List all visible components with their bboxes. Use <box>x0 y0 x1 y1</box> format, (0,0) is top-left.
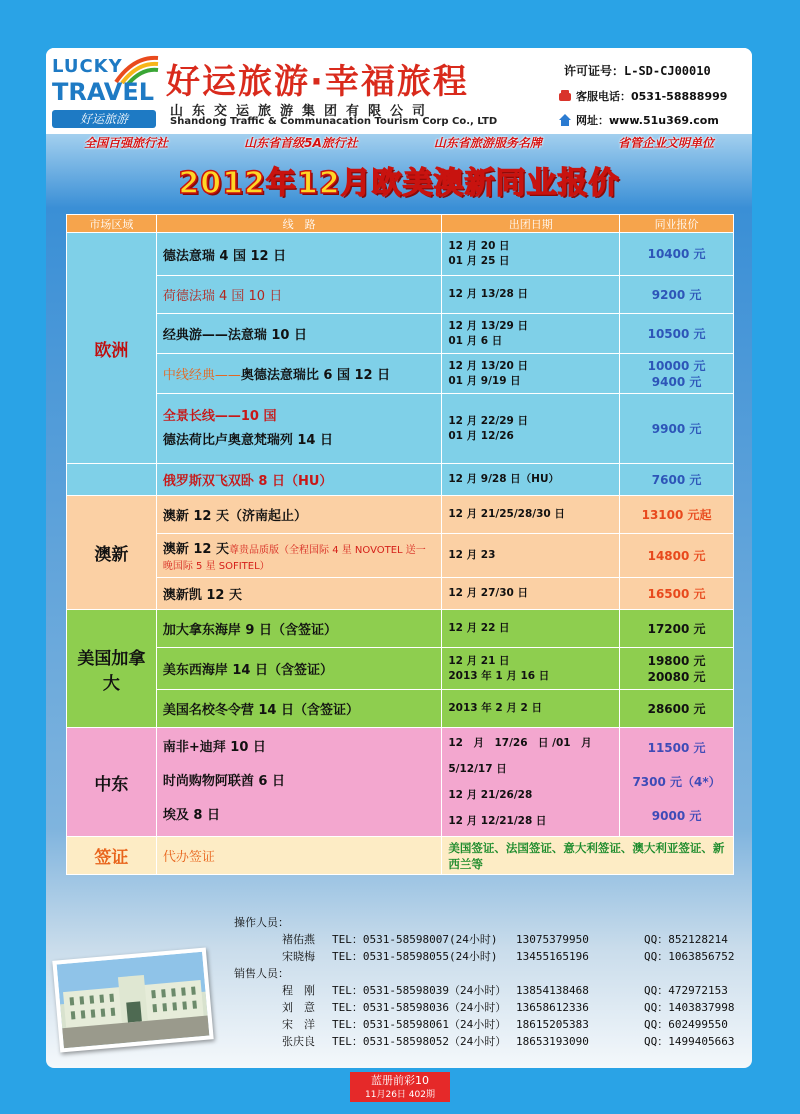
logo-travel: TRAVEL <box>52 78 155 106</box>
route-cell: 加大拿东海岸 9 日（含签证） <box>156 610 441 648</box>
route-cell: 全景长线——10 国 德法荷比卢奥意梵瑞列 14 日 <box>156 394 441 464</box>
price-cell: 11500 元 7300 元（4*） 9000 元 <box>620 728 734 837</box>
table-row <box>67 354 734 394</box>
table-row <box>67 233 734 276</box>
market-empty <box>67 464 157 496</box>
contact-row <box>234 1033 752 1050</box>
date-cell: 12 月 9/28 日（HU） <box>442 464 620 496</box>
route-cell: 俄罗斯双飞双卧 8 日（HU） <box>156 464 441 496</box>
honor-item: 全国百强旅行社 <box>84 136 169 150</box>
table-row <box>67 837 734 875</box>
table-row <box>67 610 734 648</box>
palace-image <box>57 952 210 1048</box>
hotline <box>558 88 727 104</box>
table-row <box>67 276 734 314</box>
phone-icon <box>558 89 572 103</box>
honor-item: 山东省旅游服务名牌 <box>433 136 542 150</box>
company-name-cn: 山东交运旅游集团有限公司 <box>170 104 435 119</box>
honor-item: 山东省首级5A旅行社 <box>244 136 358 150</box>
date-cell: 12 月 13/20 日 01 月 9/19 日 <box>442 354 620 394</box>
hotline-text: 客服电话：0531-58888999 <box>576 90 728 103</box>
route-cell: 澳新 12 天（济南起止） <box>156 496 441 534</box>
route-cell: 澳新 12 天尊贵品质版（全程国际 4 星 NOVOTEL 送一晚国际 5 星 SOFITEL） <box>156 534 441 578</box>
table-row <box>67 464 734 496</box>
honors-bar <box>46 134 752 154</box>
table-row <box>67 394 734 464</box>
sales-label: 销售人员： <box>234 967 289 980</box>
market-europe: 欧洲 <box>67 233 157 464</box>
date-cell: 12 月 17/26 日 /01 月 5/12/17 日 12 月 21/26/28 12 月 12/21/28 日 <box>442 728 620 837</box>
logo-lucky: LUCKY <box>52 56 123 77</box>
contact-row <box>234 948 752 965</box>
price-cell: 28600 元 <box>620 690 734 728</box>
date-cell: 12 月 21/25/28/30 日 <box>442 496 620 534</box>
price-cell: 17200 元 <box>620 610 734 648</box>
date-cell: 2013 年 2 月 2 日 <box>442 690 620 728</box>
date-cell: 12 月 27/30 日 <box>442 578 620 610</box>
contact-name: 程 刚 <box>282 984 315 997</box>
date-cell: 12 月 20 日 01 月 25 日 <box>442 233 620 276</box>
slogan: 好运旅游·幸福旅程 <box>166 62 469 102</box>
route-cell: 中线经典——奥德法意瑞比 6 国 12 日 <box>156 354 441 394</box>
price-cell: 10000 元 9400 元 <box>620 354 734 394</box>
license-number: 许可证号：L-SD-CJ00010 <box>564 64 711 78</box>
market-mideast: 中东 <box>67 728 157 837</box>
col-header-market: 市场区域 <box>67 215 157 233</box>
contact-qq[interactable]: QQ：1403837998 <box>644 1001 735 1014</box>
contact-qq[interactable]: QQ：472972153 <box>644 984 728 997</box>
route-cell: 美东西海岸 14 日（含签证） <box>156 648 441 690</box>
contact-qq[interactable]: QQ：852128214 <box>644 933 728 946</box>
col-header-price: 同业报价 <box>620 215 734 233</box>
footer-page-label: 蓝册前彩10 <box>371 1074 429 1087</box>
date-cell: 12 月 22 日 <box>442 610 620 648</box>
contacts-block <box>234 914 752 1050</box>
contact-qq[interactable]: QQ：1499405663 <box>644 1035 735 1048</box>
price-cell: 7600 元 <box>620 464 734 496</box>
banner-title: 2012年12月欧美澳新同业报价 <box>178 166 620 201</box>
contact-mobile[interactable]: 13658612336 <box>516 1001 589 1014</box>
table-row <box>67 690 734 728</box>
contact-row <box>234 931 752 948</box>
price-table <box>66 214 734 875</box>
table-row <box>67 496 734 534</box>
market-usca: 美国加拿大 <box>67 610 157 728</box>
header <box>46 48 752 134</box>
contact-mobile[interactable]: 18653193090 <box>516 1035 589 1048</box>
price-cell: 9900 元 <box>620 394 734 464</box>
contact-name: 宋晓梅 <box>282 950 315 963</box>
route-cell: 美国名校冬令营 14 日（含签证） <box>156 690 441 728</box>
contact-tel[interactable]: TEL：0531-58598039（24小时） <box>332 984 507 997</box>
table-row <box>67 578 734 610</box>
table-row <box>67 648 734 690</box>
home-icon <box>558 113 572 127</box>
route-cell: 代办签证 <box>156 837 441 875</box>
contact-row <box>234 982 752 999</box>
market-aunz: 澳新 <box>67 496 157 610</box>
contact-qq[interactable]: QQ：1063856752 <box>644 950 735 963</box>
company-name-en: Shandong Traffic & Communacation Tourism Corp Co., LTD <box>170 116 498 127</box>
contact-tel[interactable]: TEL：0531-58598007(24小时) <box>332 933 498 946</box>
date-cell: 12 月 13/28 日 <box>442 276 620 314</box>
route-cell: 荷德法瑞 4 国 10 日 <box>156 276 441 314</box>
palace-photo <box>52 947 213 1052</box>
contact-mobile[interactable]: 13455165196 <box>516 950 589 963</box>
footer-issue: 11月26日 402期 <box>365 1090 435 1100</box>
honor-item: 省管企业文明单位 <box>617 136 714 150</box>
contact-mobile[interactable]: 18615205383 <box>516 1018 589 1031</box>
website[interactable] <box>558 112 719 128</box>
table-header-row <box>67 215 734 233</box>
date-cell: 12 月 21 日 2013 年 1 月 16 日 <box>442 648 620 690</box>
flyer-sheet <box>46 48 752 1068</box>
website-text: 网址：www.51u369.com <box>576 114 719 127</box>
contact-row <box>234 999 752 1016</box>
contact-tel[interactable]: TEL：0531-58598052（24小时） <box>332 1035 507 1048</box>
route-cell: 经典游——法意瑞 10 日 <box>156 314 441 354</box>
ops-label: 操作人员： <box>234 916 289 929</box>
price-cell: 19800 元 20080 元 <box>620 648 734 690</box>
contact-qq[interactable]: QQ：602499550 <box>644 1018 728 1031</box>
contact-mobile[interactable]: 13854138468 <box>516 984 589 997</box>
contact-row <box>234 1016 752 1033</box>
price-cell: 13100 元起 <box>620 496 734 534</box>
route-cell: 南非+迪拜 10 日 时尚购物阿联酋 6 日 埃及 8 日 <box>156 728 441 837</box>
page-footer-tag <box>350 1072 450 1102</box>
contact-name: 张庆良 <box>282 1035 315 1048</box>
visa-list: 美国签证、法国签证、意大利签证、澳大利亚签证、新西兰等 <box>442 837 734 875</box>
date-cell: 12 月 22/29 日 01 月 12/26 <box>442 394 620 464</box>
date-cell: 12 月 23 <box>442 534 620 578</box>
table-row <box>67 534 734 578</box>
col-header-date: 出团日期 <box>442 215 620 233</box>
contact-tel[interactable]: TEL：0531-58598061（24小时） <box>332 1018 507 1031</box>
market-visa: 签证 <box>67 837 157 875</box>
col-header-route: 线 路 <box>156 215 441 233</box>
price-cell: 16500 元 <box>620 578 734 610</box>
route-cell: 澳新凯 12 天 <box>156 578 441 610</box>
table-row <box>67 728 734 837</box>
contact-name: 宋 洋 <box>282 1018 315 1031</box>
price-cell: 10500 元 <box>620 314 734 354</box>
date-cell: 12 月 13/29 日 01 月 6 日 <box>442 314 620 354</box>
logo-cn: 好运旅游 <box>52 110 156 128</box>
contact-tel[interactable]: TEL：0531-58598036（24小时） <box>332 1001 507 1014</box>
company-logo <box>52 52 164 130</box>
contact-name: 褚佑燕 <box>282 933 315 946</box>
price-cell: 10400 元 <box>620 233 734 276</box>
contact-name: 刘 意 <box>282 1001 315 1014</box>
table-row <box>67 314 734 354</box>
route-cell: 德法意瑞 4 国 12 日 <box>156 233 441 276</box>
contact-tel[interactable]: TEL：0531-58598055(24小时) <box>332 950 498 963</box>
price-cell: 9200 元 <box>620 276 734 314</box>
contact-mobile[interactable]: 13075379950 <box>516 933 589 946</box>
price-cell: 14800 元 <box>620 534 734 578</box>
